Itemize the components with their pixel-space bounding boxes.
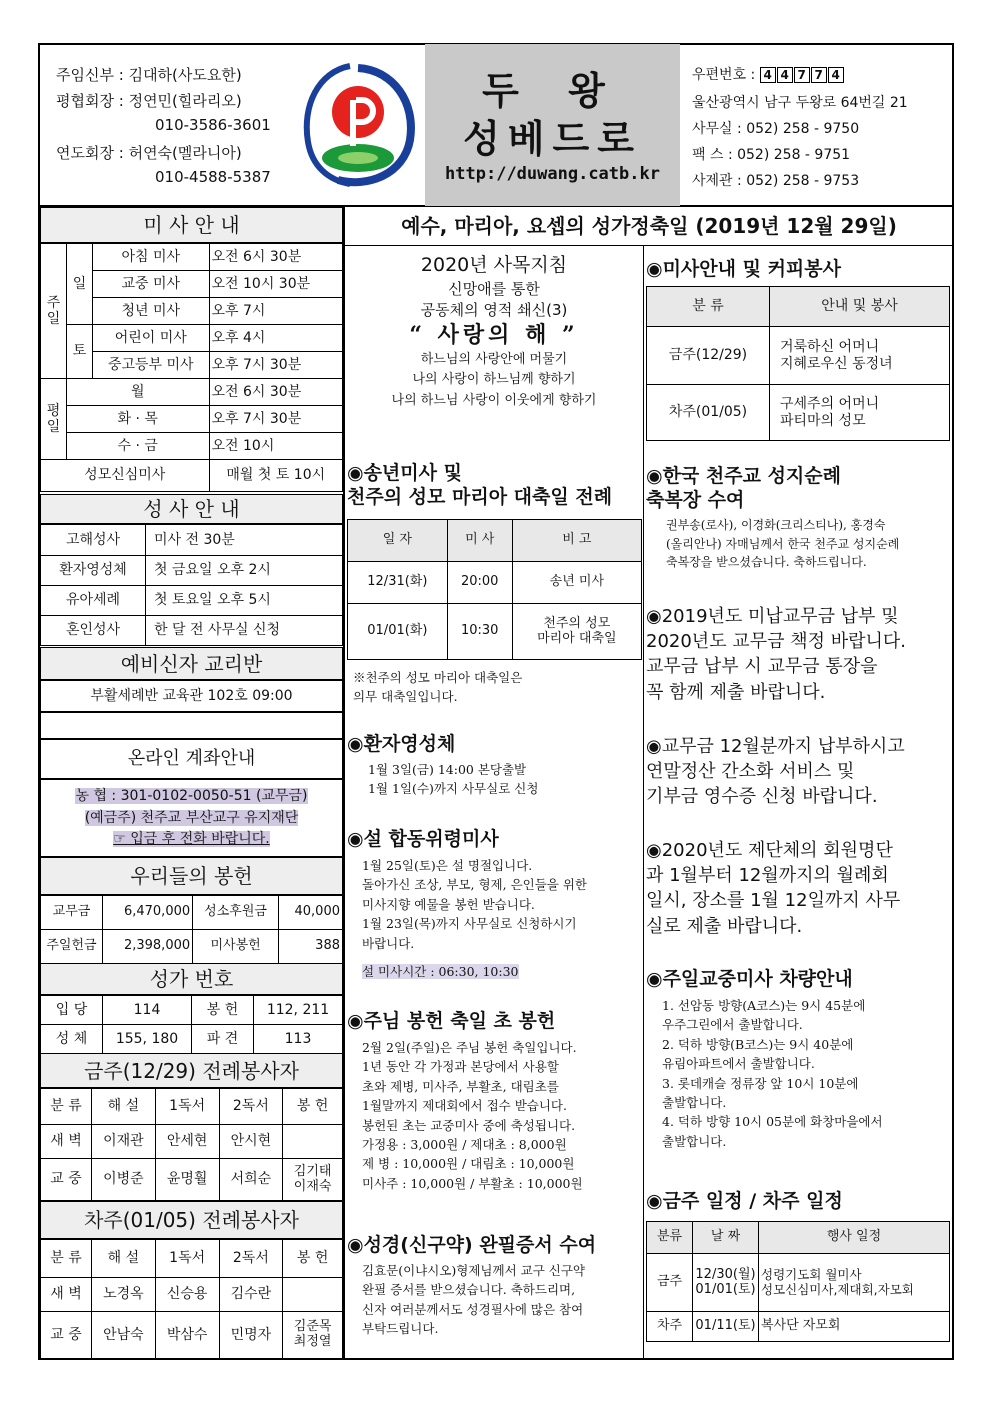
new-year-mass-title: ◉송년미사 및 천주의 성모 마리아 대축일 전례 <box>347 462 613 508</box>
sched-cell: 성령기도회 월미사 성모신심미사,제대회,자모회 <box>759 1254 950 1312</box>
server-cell <box>283 1125 343 1159</box>
server-cell: 안세현 <box>155 1125 219 1159</box>
shuttle-body: 1. 선암동 방향(A코스)는 9시 45분에 우주그린에서 출발합니다. 2. 덕하 방향(B코스)는 9시 40분에 유림아파트에서 출발합니다. 3. 롯데캐슬 정류장 앞 10시 10분에 출발합니다. 4. 덕하 방향 10시 05분에 화창마을에서 출발합니다. <box>662 998 883 1149</box>
online-account-title: 온라인 계좌안내 <box>40 739 343 779</box>
account-number: 농 협 : 301-0102-0050-51 (교무금) <box>75 788 308 804</box>
mass-name: 어린이 미사 <box>93 325 210 352</box>
mass-service-cell: 거룩하신 어머니 지혜로우신 동정녀 <box>770 327 950 385</box>
mass-name: 성모신심미사 <box>41 460 210 492</box>
mass-time: 오전 10시 30분 <box>209 271 342 298</box>
sick-communion-body: 1월 3일(금) 14:00 본당출발 1월 1일(수)까지 사무실로 신청 <box>368 762 539 797</box>
mass-service-cell: 구세주의 어머니 파티마의 성모 <box>770 385 950 441</box>
tax-notice: ◉교무금 12월분까지 납부하시고 연말정산 간소화 서비스 및 기부금 영수증 신청 바랍니다. <box>646 736 905 808</box>
mass-name: 화 · 목 <box>67 406 210 433</box>
col-head: 행사 일정 <box>759 1222 950 1254</box>
pastoral-main: “ 사랑의 해 ” <box>409 321 579 348</box>
server-cell: 서희순 <box>219 1159 283 1201</box>
server-cell: 교 중 <box>41 1159 92 1201</box>
server-cell: 신승용 <box>155 1278 219 1312</box>
church-due-notice: ◉2019년도 미납교무금 납부 및 2020년도 교무금 책정 바랍니다. 교무금 납부 시 교무금 통장을 꼭 함께 제출 바랍니다. <box>646 606 906 703</box>
blank-row <box>40 712 343 739</box>
shuttle-title: ◉주일교중미사 차량안내 <box>646 968 853 990</box>
server-cell: 박삼수 <box>155 1312 219 1359</box>
mass-time: 오전 10시 <box>209 433 342 460</box>
server-cell: 이병준 <box>92 1159 156 1201</box>
sacrament-table <box>40 524 343 646</box>
sacrament-name: 혼인성사 <box>41 616 146 646</box>
pastoral-line2: 나의 사랑이 하느님께 향하기 <box>412 372 576 388</box>
sacrament-section-title: 성 사 안 내 <box>40 494 343 524</box>
weekday-label: 평일 <box>41 379 67 460</box>
servers-this-week-table <box>40 1088 343 1201</box>
server-cell: 김수란 <box>219 1278 283 1312</box>
candle-offering-title: ◉주님 봉헌 축일 초 봉헌 <box>347 1010 556 1032</box>
mass-week-cell: 금주(12/29) <box>647 327 770 385</box>
col-head: 비 고 <box>512 520 641 562</box>
mass-time: 오후 7시 30분 <box>209 406 342 433</box>
col-head: 봉 헌 <box>283 1240 343 1278</box>
server-cell <box>283 1278 343 1312</box>
offering-label: 주일헌금 <box>41 930 103 964</box>
pastoral-sub1: 신망애를 통한 <box>448 279 540 298</box>
mass-name: 수 · 금 <box>67 433 210 460</box>
prayer-phone: 010-4588-5387 <box>155 168 271 186</box>
offering-value: 2,398,000 <box>103 930 193 964</box>
pastoral-sub2: 공동체의 영적 쇄신(3) <box>420 300 568 319</box>
mass-section-title: 미 사 안 내 <box>40 207 343 243</box>
mass-week-cell: 차주(01/05) <box>647 385 770 441</box>
server-cell: 김기태 이재숙 <box>283 1159 343 1201</box>
parish-title-line2: 성베드로 <box>463 116 642 161</box>
hymn-number: 112, 211 <box>254 996 343 1025</box>
feast-banner: 예수, 마리아, 요셉의 성가정축일 (2019년 12월 29일) <box>345 207 953 246</box>
deposit-note: ☞ 입금 후 전화 바랍니다. <box>113 831 270 848</box>
col-head: 미 사 <box>447 520 512 562</box>
col-head: 분 류 <box>647 287 770 327</box>
mass-time: 오후 7시 <box>209 298 342 325</box>
offering-value: 40,000 <box>279 896 343 930</box>
offering-value: 388 <box>279 930 343 964</box>
right-col-divider <box>643 246 644 1360</box>
prayer-president-line: 연도회장 : 허연숙(멜라니아) <box>56 144 242 162</box>
header-right <box>682 44 952 204</box>
office-phone: 사무실 : 052) 258 - 9750 <box>692 121 860 137</box>
col-head: 해 설 <box>92 1089 156 1125</box>
server-cell: 새 벽 <box>41 1278 92 1312</box>
offering-title: 우리들의 봉헌 <box>40 857 343 895</box>
offering-table <box>40 895 343 964</box>
bible-certificate-title: ◉성경(신구약) 완필증서 수여 <box>347 1234 597 1256</box>
ny-cell: 10:30 <box>447 604 512 660</box>
rectory-phone: 사제관 : 052) 258 - 9753 <box>692 173 860 189</box>
sched-cell: 금주 <box>647 1254 693 1312</box>
parish-url[interactable]: http://duwang.catb.kr <box>445 164 660 184</box>
parish-logo <box>298 62 418 190</box>
hymn-label: 파 견 <box>192 1025 254 1054</box>
sacrament-value: 첫 금요일 오후 2시 <box>146 556 343 586</box>
new-year-note: ※천주의 성모 마리아 대축일은 의무 대축일입니다. <box>353 670 523 705</box>
hymn-number: 114 <box>103 996 192 1025</box>
mass-time: 오전 6시 30분 <box>209 244 342 271</box>
schedule-title: ◉금주 일정 / 차주 일정 <box>646 1190 843 1212</box>
sacrament-name: 환자영성체 <box>41 556 146 586</box>
zip-code: 우편번호 : 4 4 7 7 4 <box>692 64 845 84</box>
sacrament-name: 유아세례 <box>41 586 146 616</box>
offering-label: 성소후원금 <box>193 896 279 930</box>
col-head: 2독서 <box>219 1089 283 1125</box>
sunday-sub-label: 일 <box>67 244 93 325</box>
mass-coffee-table <box>646 286 950 441</box>
col-head: 2독서 <box>219 1240 283 1278</box>
col-head: 1독서 <box>155 1089 219 1125</box>
sched-cell: 01/11(토) <box>693 1312 759 1342</box>
servers-next-week-table <box>40 1239 343 1359</box>
server-cell: 교 중 <box>41 1312 92 1359</box>
mass-name: 중고등부 미사 <box>93 352 210 379</box>
address: 울산광역시 남구 두왕로 64번길 21 <box>692 95 908 111</box>
hymn-label: 입 당 <box>41 996 103 1025</box>
mass-time: 오후 7시 30분 <box>209 352 342 379</box>
mass-schedule-table <box>40 243 343 492</box>
saturday-label: 토 <box>67 325 93 379</box>
ny-cell: 송년 미사 <box>512 562 641 604</box>
mass-name: 교중 미사 <box>93 271 210 298</box>
col-head: 봉 헌 <box>283 1089 343 1125</box>
sacrament-value: 첫 토요일 오후 5시 <box>146 586 343 616</box>
organization-notice: ◉2020년도 제단체의 회원명단 과 1월부터 12월까지의 월례회 일시, 장소를 1월 12일까지 사무 실로 제출 바랍니다. <box>646 840 901 937</box>
col-head: 분 류 <box>41 1240 92 1278</box>
parish-title-line1: 두 왕 <box>482 68 623 113</box>
council-phone: 010-3586-3601 <box>155 116 271 134</box>
candle-offering-body: 2월 2일(주일)은 주님 봉헌 축일입니다. 1년 동안 각 가정과 본당에서 사용할 초와 제병, 미사주, 부활초, 대림초를 1월말까지 제대회에서 접수 받습니다. 봉헌된 초는 교중미사 중에 축성됩니다. 가정용 : 3,000원 / 제대초 : 8,000원 제 병 : 10,000원 / 대림초 : 10,000원 미사주 : 10,000원 / 부활초 : 10,000원 <box>362 1040 583 1191</box>
schedule-table <box>646 1221 950 1342</box>
mass-name: 월 <box>67 379 210 406</box>
lunar-memorial-title: ◉설 합동위령미사 <box>347 828 499 850</box>
servers-this-week-title: 금주(12/29) 전례봉사자 <box>40 1053 343 1088</box>
lunar-mass-time: 설 미사시간 : 06:30, 10:30 <box>362 964 519 979</box>
mass-time: 매월 첫 토 10시 <box>209 460 342 492</box>
pastoral-line1: 하느님의 사랑안에 머물기 <box>420 352 568 368</box>
col-head: 해 설 <box>92 1240 156 1278</box>
server-cell: 윤명훨 <box>155 1159 219 1201</box>
col-head: 안내 및 봉사 <box>770 287 950 327</box>
sacrament-value: 한 달 전 사무실 신청 <box>146 616 343 646</box>
col-head: 분류 <box>647 1222 693 1254</box>
pastoral-guideline <box>345 252 643 411</box>
hymn-label: 봉 헌 <box>192 996 254 1025</box>
account-holder: (예금주) 천주교 부산교구 유지재단 <box>84 809 299 826</box>
server-cell: 노경옥 <box>92 1278 156 1312</box>
sick-communion-title: ◉환자영성체 <box>347 733 456 755</box>
offering-value: 6,470,000 <box>103 896 193 930</box>
ny-cell: 천주의 성모 마리아 대축일 <box>512 604 641 660</box>
bible-certificate-body: 김효문(이냐시오)형제님께서 교구 신구약 완필 증서를 받으셨습니다. 축하드리며, 신자 여러분께서도 성경필사에 많은 참여 부탁드립니다. <box>362 1263 585 1337</box>
pilgrimage-title: ◉한국 천주교 성지순례 축복장 수여 <box>646 465 841 511</box>
col-head: 날 짜 <box>693 1222 759 1254</box>
fax-number: 팩 스 : 052) 258 - 9751 <box>692 147 851 163</box>
col-head: 분 류 <box>41 1089 92 1125</box>
col-head: 일 자 <box>348 520 448 562</box>
new-year-mass-table <box>347 519 642 660</box>
mass-time: 오전 6시 30분 <box>209 379 342 406</box>
server-cell: 안시현 <box>219 1125 283 1159</box>
server-cell: 민명자 <box>219 1312 283 1359</box>
sched-cell: 차주 <box>647 1312 693 1342</box>
mass-coffee-title: ◉미사안내 및 커피봉사 <box>646 258 841 280</box>
pastoral-title: 2020년 사목지침 <box>420 254 568 276</box>
ny-cell: 01/01(화) <box>348 604 448 660</box>
sacrament-name: 고해성사 <box>41 525 146 556</box>
server-cell: 이재관 <box>92 1125 156 1159</box>
mass-name: 아침 미사 <box>93 244 210 271</box>
ny-cell: 12/31(화) <box>348 562 448 604</box>
sched-cell: 12/30(월) 01/01(토) <box>693 1254 759 1312</box>
council-president-line: 평협회장 : 정연민(힐라리오) <box>56 92 242 110</box>
hymn-number: 113 <box>254 1025 343 1054</box>
mass-time: 오후 4시 <box>209 325 342 352</box>
pastor-line: 주임신부 : 김대하(사도요한) <box>56 66 242 84</box>
hymn-label: 성 체 <box>41 1025 103 1054</box>
mass-name: 청년 미사 <box>93 298 210 325</box>
col-head: 1독서 <box>155 1240 219 1278</box>
hymn-table <box>40 995 343 1054</box>
online-account-box <box>40 779 343 857</box>
server-cell: 김준목 최정열 <box>283 1312 343 1359</box>
pilgrimage-body: 권부송(로사), 이경화(크리스티나), 홍경숙 (올리안나) 자매님께서 한국 천주교 성지순례 축복장을 받으셨습니다. 축하드립니다. <box>666 518 900 570</box>
hymn-title: 성가 번호 <box>40 963 343 995</box>
server-cell: 새 벽 <box>41 1125 92 1159</box>
sched-cell: 복사단 자모회 <box>759 1312 950 1342</box>
catechumen-title: 예비신자 교리반 <box>40 647 343 680</box>
sacrament-value: 미사 전 30분 <box>146 525 343 556</box>
ny-cell: 20:00 <box>447 562 512 604</box>
pastoral-line3: 나의 하느님 사랑이 이웃에게 향하기 <box>391 392 597 408</box>
hymn-number: 155, 180 <box>103 1025 192 1054</box>
server-cell: 안남숙 <box>92 1312 156 1359</box>
parish-title-box <box>425 44 680 206</box>
offering-label: 미사봉헌 <box>193 930 279 964</box>
lunar-memorial-body: 1월 25일(토)은 설 명절입니다. 돌아가신 조상, 부모, 형제, 은인들을 위한 미사지향 예물을 봉헌 받습니다. 1월 23일(목)까지 사무실로 신청하시기 바랍니다. <box>362 858 587 951</box>
offering-label: 교무금 <box>41 896 103 930</box>
servers-next-week-title: 차주(01/05) 전례봉사자 <box>40 1201 343 1239</box>
catechumen-text: 부활세례반 교육관 102호 09:00 <box>40 680 343 712</box>
sunday-label: 주일 <box>41 244 67 379</box>
